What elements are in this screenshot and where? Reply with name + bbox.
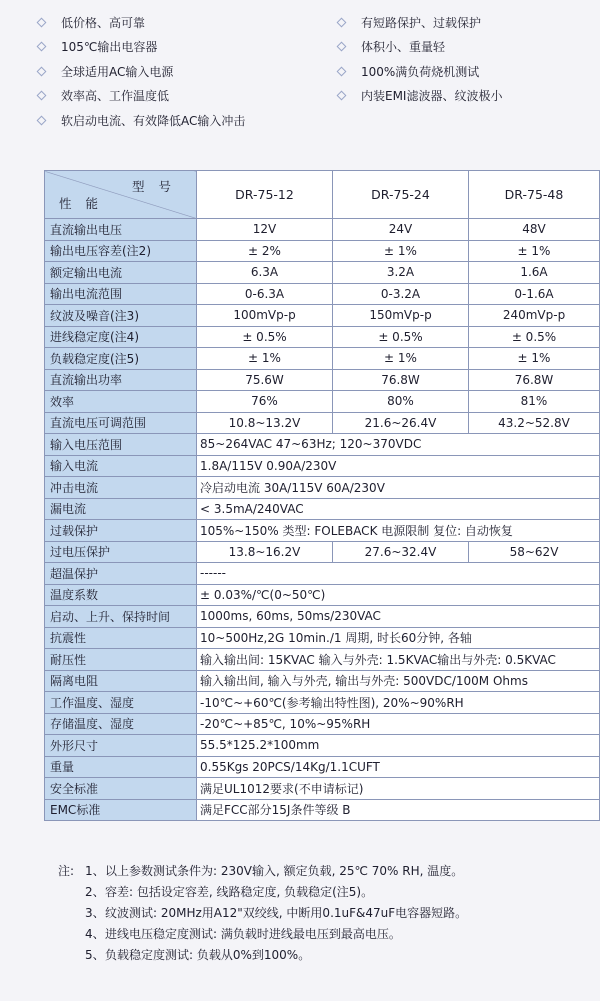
row-label: 效率 <box>45 391 197 413</box>
row-label: 重量 <box>45 756 197 778</box>
diamond-bullet-icon <box>337 17 347 27</box>
feature-item: 全球适用AC输入电源 <box>38 59 245 84</box>
row-label: 冲击电流 <box>45 477 197 499</box>
row-value: 3.2A <box>333 262 469 284</box>
feature-item: 低价格、高可靠 <box>38 10 245 35</box>
row-value: ± 2% <box>197 240 333 262</box>
row-value: 输入输出间: 15KVAC 输入与外壳: 1.5KVAC输出与外壳: 0.5KVAC <box>197 649 600 671</box>
row-value: 0-6.3A <box>197 283 333 305</box>
row-value: ± 1% <box>333 240 469 262</box>
row-value: 48V <box>469 219 600 241</box>
row-value: 21.6~26.4V <box>333 412 469 434</box>
row-label: 输出电流范围 <box>45 283 197 305</box>
feature-item: 100%满负荷烧机测试 <box>338 59 502 84</box>
row-label: 输出电压容差(注2) <box>45 240 197 262</box>
row-value: 10~500Hz,2G 10min./1 周期, 时长60分钟, 各轴 <box>197 627 600 649</box>
row-label: 输入电流 <box>45 455 197 477</box>
row-value: 150mVp-p <box>333 305 469 327</box>
row-label: 过载保护 <box>45 520 197 542</box>
table-row <box>45 477 600 499</box>
diamond-bullet-icon <box>37 17 47 27</box>
table-row <box>45 649 600 671</box>
row-value: 27.6~32.4V <box>333 541 469 563</box>
row-value: 1.8A/115V 0.90A/230V <box>197 455 600 477</box>
row-label: 直流输出电压 <box>45 219 197 241</box>
row-value: 1.6A <box>469 262 600 284</box>
row-value: ± 1% <box>469 348 600 370</box>
table-row <box>45 584 600 606</box>
type-label: 型 号 <box>132 179 176 194</box>
model-header: DR-75-12 <box>197 171 333 219</box>
row-value: 6.3A <box>197 262 333 284</box>
feature-item: 体积小、重量轻 <box>338 35 502 60</box>
row-label: 直流电压可调范围 <box>45 412 197 434</box>
row-value: ± 1% <box>469 240 600 262</box>
row-value: 输入输出间, 输入与外壳, 输出与外壳: 500VDC/100M Ohms <box>197 670 600 692</box>
row-value: 85~264VAC 47~63Hz; 120~370VDC <box>197 434 600 456</box>
row-label: 输入电压范围 <box>45 434 197 456</box>
row-value: 76% <box>197 391 333 413</box>
row-value: 105%~150% 类型: FOLEBACK 电源限制 复位: 自动恢复 <box>197 520 600 542</box>
spec-table <box>44 170 600 821</box>
note-item: 3、 纹波测试: 20MHz用A12"双绞线, 中断用0.1uF&47uF电容器短路。 <box>85 906 468 920</box>
row-value: ± 0.5% <box>197 326 333 348</box>
feature-column-left <box>38 10 245 133</box>
row-label: 直流输出功率 <box>45 369 197 391</box>
table-row <box>45 799 600 821</box>
note-item: 4、 进线电压稳定度测试: 满负载时进线最电压到最高电压。 <box>85 927 401 941</box>
feature-item: 软启动电流、有效降低AC输入冲击 <box>38 108 245 133</box>
row-value: 76.8W <box>333 369 469 391</box>
row-value: -20℃~+85℃, 10%~95%RH <box>197 713 600 735</box>
table-row <box>45 326 600 348</box>
row-label: 额定输出电流 <box>45 262 197 284</box>
table-row <box>45 391 600 413</box>
notes-prefix: 注: <box>58 864 75 878</box>
row-label: 超温保护 <box>45 563 197 585</box>
row-value: < 3.5mA/240VAC <box>197 498 600 520</box>
row-value: 1000ms, 60ms, 50ms/230VAC <box>197 606 600 628</box>
row-label: 耐压性 <box>45 649 197 671</box>
row-label: 安全标准 <box>45 778 197 800</box>
diamond-bullet-icon <box>37 91 47 101</box>
table-row <box>45 283 600 305</box>
table-row <box>45 692 600 714</box>
header-corner-cell <box>45 171 197 219</box>
row-label: 工作温度、湿度 <box>45 692 197 714</box>
row-value: 10.8~13.2V <box>197 412 333 434</box>
row-value: 12V <box>197 219 333 241</box>
diamond-bullet-icon <box>337 91 347 101</box>
row-value: 81% <box>469 391 600 413</box>
diamond-bullet-icon <box>37 42 47 52</box>
performance-label: 性 能 <box>59 196 103 211</box>
row-label: 隔离电阻 <box>45 670 197 692</box>
row-value: 58~62V <box>469 541 600 563</box>
row-value: 76.8W <box>469 369 600 391</box>
row-value: 满足UL1012要求(不申请标记) <box>197 778 600 800</box>
note-item: 注: 1、 以上参数测试条件为: 230V输入, 额定负载, 25℃ 70% RH, 温度。 <box>58 864 464 878</box>
table-row <box>45 670 600 692</box>
row-label: 启动、上升、保持时间 <box>45 606 197 628</box>
row-value: 55.5*125.2*100mm <box>197 735 600 757</box>
feature-item: 内装EMI滤波器、纹波极小 <box>338 84 502 109</box>
row-value: 75.6W <box>197 369 333 391</box>
row-value: ± 0.5% <box>333 326 469 348</box>
row-value: 100mVp-p <box>197 305 333 327</box>
diamond-bullet-icon <box>37 66 47 76</box>
table-row <box>45 498 600 520</box>
row-value: 满足FCC部分15J条件等级 B <box>197 799 600 821</box>
row-value: ------ <box>197 563 600 585</box>
feature-item: 有短路保护、过载保护 <box>338 10 502 35</box>
row-value: 0.55Kgs 20PCS/14Kg/1.1CUFT <box>197 756 600 778</box>
row-label: 进线稳定度(注4) <box>45 326 197 348</box>
row-label: EMC标准 <box>45 799 197 821</box>
feature-item: 105℃输出电容器 <box>38 35 245 60</box>
table-row <box>45 756 600 778</box>
table-row <box>45 778 600 800</box>
table-row <box>45 563 600 585</box>
diamond-bullet-icon <box>337 42 347 52</box>
table-row <box>45 627 600 649</box>
row-value: 0-1.6A <box>469 283 600 305</box>
row-value: 240mVp-p <box>469 305 600 327</box>
row-value: 24V <box>333 219 469 241</box>
model-header: DR-75-48 <box>469 171 600 219</box>
table-row <box>45 434 600 456</box>
table-row <box>45 240 600 262</box>
row-label: 漏电流 <box>45 498 197 520</box>
table-header-row <box>45 171 600 219</box>
row-value: 0-3.2A <box>333 283 469 305</box>
table-row <box>45 713 600 735</box>
table-row <box>45 606 600 628</box>
row-label: 纹波及噪音(注3) <box>45 305 197 327</box>
table-row <box>45 520 600 542</box>
row-value: ± 0.03%/℃(0~50℃) <box>197 584 600 606</box>
feature-item: 效率高、工作温度低 <box>38 84 245 109</box>
row-label: 外形尺寸 <box>45 735 197 757</box>
note-item: 2、 容差: 包括设定容差, 线路稳定度, 负载稳定(注5)。 <box>85 885 374 899</box>
diamond-bullet-icon <box>37 115 47 125</box>
table-row <box>45 735 600 757</box>
table-row <box>45 348 600 370</box>
table-row <box>45 262 600 284</box>
table-row <box>45 541 600 563</box>
feature-list <box>0 0 600 140</box>
row-value: ± 0.5% <box>469 326 600 348</box>
model-header: DR-75-24 <box>333 171 469 219</box>
row-value: -10℃~+60℃(参考输出特性图), 20%~90%RH <box>197 692 600 714</box>
row-label: 存储温度、湿度 <box>45 713 197 735</box>
table-row <box>45 412 600 434</box>
note-item: 5、 负载稳定度测试: 负载从0%到100%。 <box>85 948 311 962</box>
row-value: 80% <box>333 391 469 413</box>
row-value: ± 1% <box>333 348 469 370</box>
row-label: 负载稳定度(注5) <box>45 348 197 370</box>
row-label: 抗震性 <box>45 627 197 649</box>
table-row <box>45 219 600 241</box>
row-value: 13.8~16.2V <box>197 541 333 563</box>
diamond-bullet-icon <box>337 66 347 76</box>
row-label: 温度系数 <box>45 584 197 606</box>
feature-column-right <box>338 10 502 108</box>
row-value: 冷启动电流 30A/115V 60A/230V <box>197 477 600 499</box>
table-row <box>45 455 600 477</box>
table-row <box>45 305 600 327</box>
notes-section <box>58 860 467 965</box>
table-row <box>45 369 600 391</box>
row-value: 43.2~52.8V <box>469 412 600 434</box>
row-label: 过电压保护 <box>45 541 197 563</box>
row-value: ± 1% <box>197 348 333 370</box>
